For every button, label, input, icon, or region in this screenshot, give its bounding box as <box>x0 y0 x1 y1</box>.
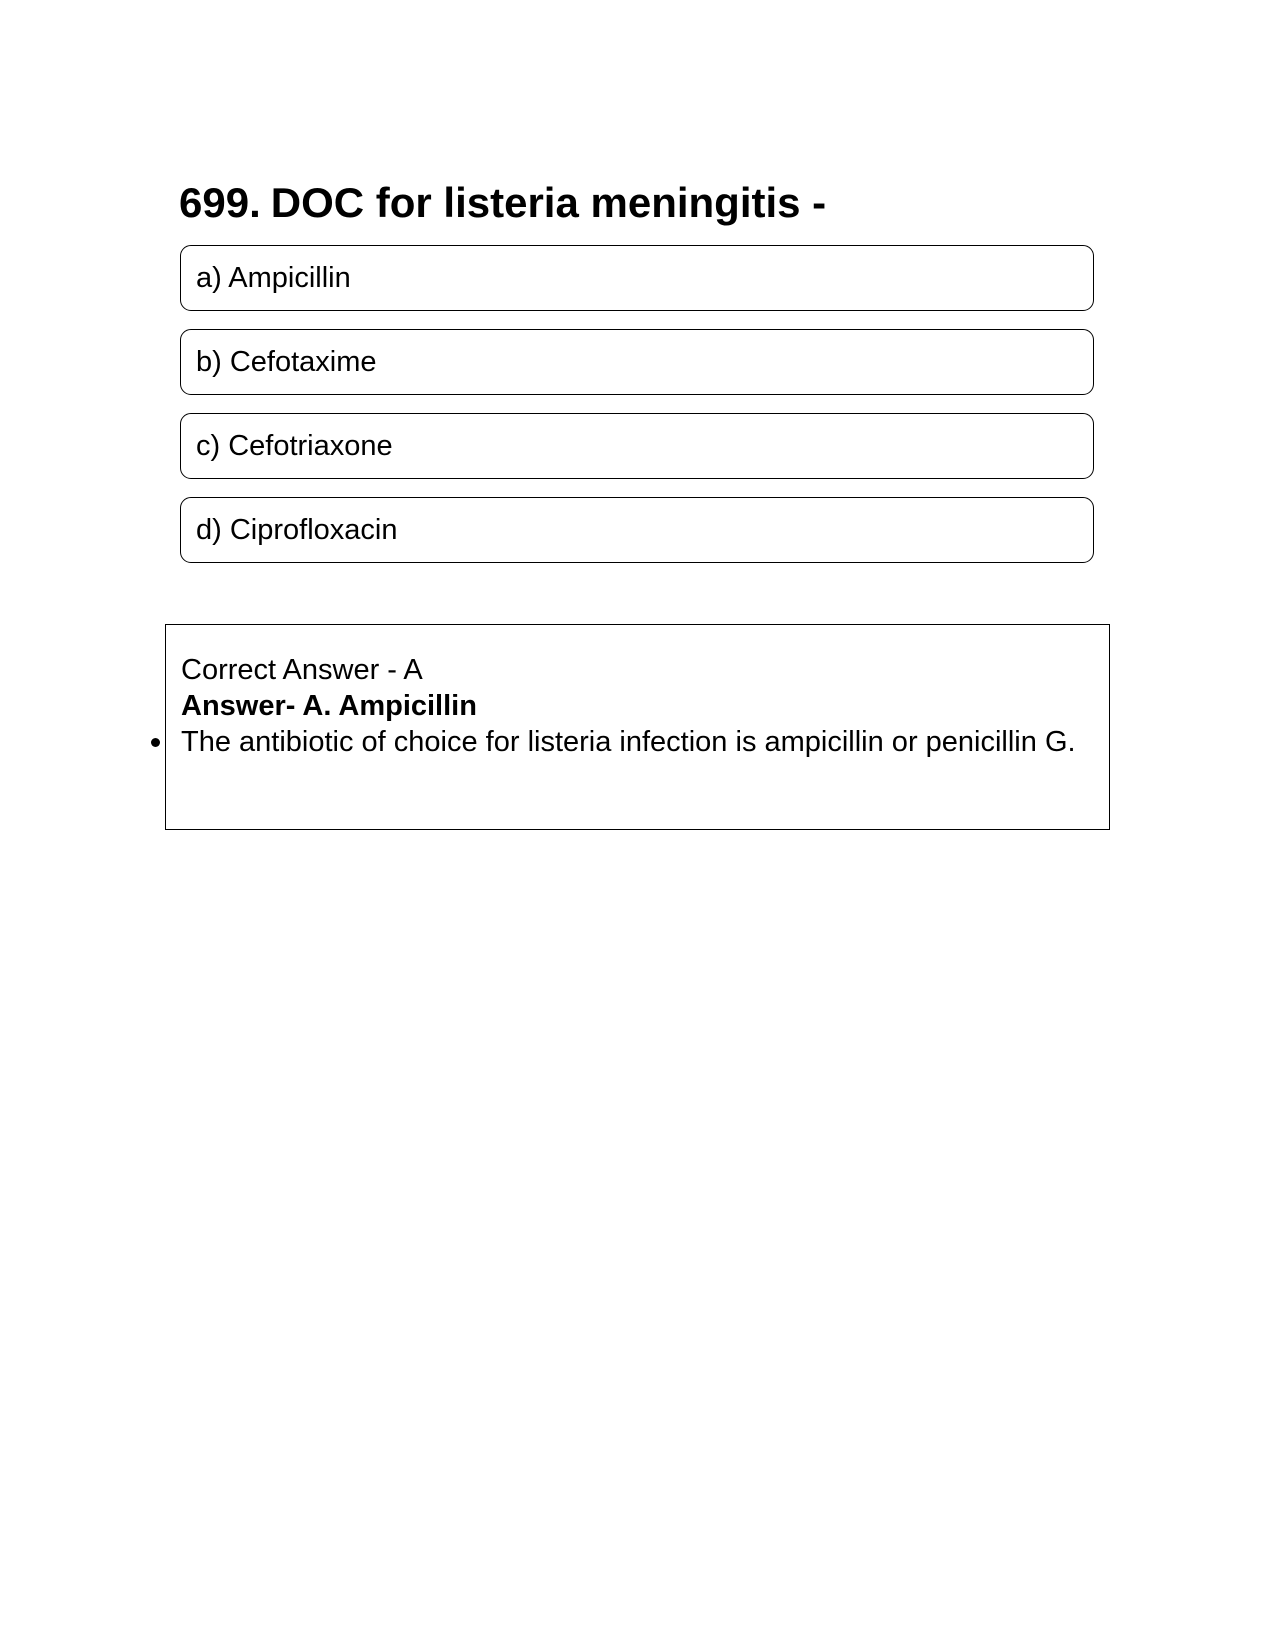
option-d[interactable]: d) Ciprofloxacin <box>180 497 1094 563</box>
correct-answer-line: Correct Answer - A <box>181 654 423 686</box>
answer-content <box>181 652 1081 760</box>
option-c[interactable]: c) Cefotriaxone <box>180 413 1094 479</box>
question-title <box>179 178 826 228</box>
question-number: 699. <box>179 179 261 226</box>
explanation-text: The antibiotic of choice for listeria infection is ampicillin or penicillin G. <box>181 726 1076 758</box>
option-a[interactable]: a) Ampicillin <box>180 245 1094 311</box>
option-b[interactable]: b) Cefotaxime <box>180 329 1094 395</box>
question-text: DOC for listeria meningitis - <box>270 179 827 226</box>
bullet-icon <box>151 738 160 747</box>
explanation-bullet <box>181 724 1081 760</box>
answer-heading: Answer- A. Ampicillin <box>181 690 477 722</box>
